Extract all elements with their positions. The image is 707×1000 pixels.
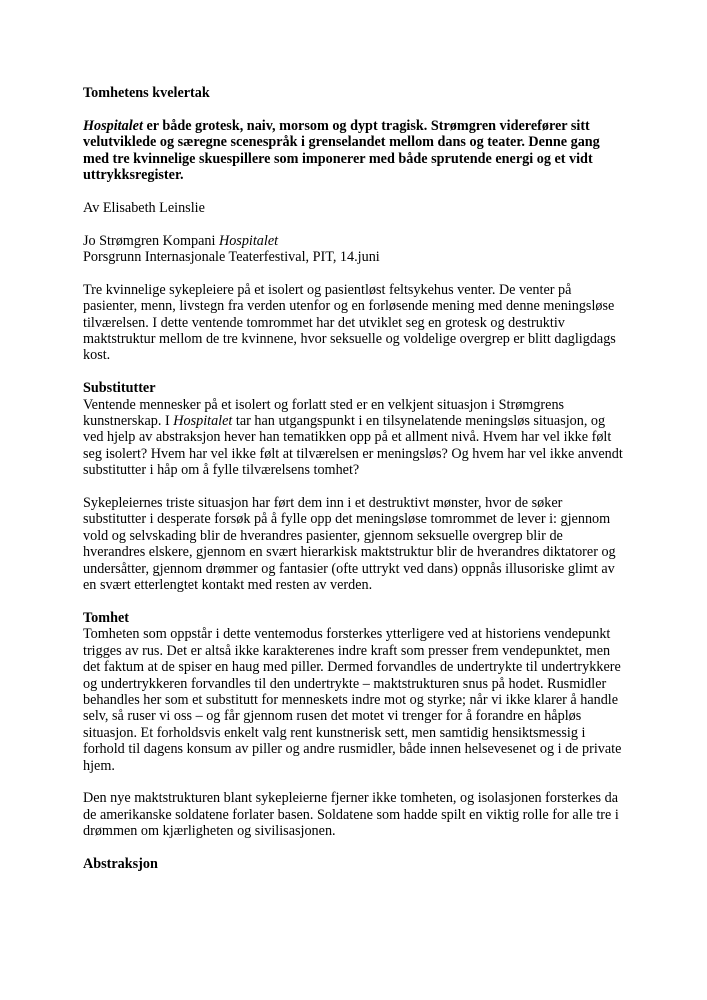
section-heading-substitutter: Substitutter (83, 380, 156, 397)
lead-paragraph (83, 118, 625, 184)
intro-paragraph: Tre kvinnelige sykepleiere på et isolert og pasientløst feltsykehus venter. De venter på pasienter, menn, livstegn fra verden utenfor og en forløsende mening med denne meningsløse tilværelsen. I dette ventende tomrommet har det utviklet seg en grotesk og destruktiv maktstruktur mellom de tre kvinnene, hvor seksuelle og voldelige overgrep er blitt dagligdags kost. (83, 281, 616, 364)
section-tomhet-paragraph-2: Den nye maktstrukturen blant sykepleierne fjerner ikke tomheten, og isolasjonen forsterkes da de amerikanske soldatene forlater basen. Soldatene som hadde spilt en viktig rolle for alle tre i drømmen om kjærligheten og sivilisasjonen. (83, 790, 619, 840)
lead-work-title-italic: Hospitalet (83, 117, 143, 134)
production-work-title-italic: Hospitalet (218, 232, 279, 249)
production-festival-line: Porsgrunn Internasjonale Teaterfestival, PIT, 14.juni (83, 249, 380, 266)
section-heading-abstraksjon: Abstraksjon (83, 855, 158, 872)
article-title: Tomhetens kvelertak (83, 85, 210, 101)
substitutter-work-title-italic: Hospitalet (173, 413, 233, 430)
section-substitutter-paragraph-2: Sykepleiernes triste situasjon har ført dem inn i et destruktivt mønster, hvor de søker substitutter i desperate forsøk på å fylle opp det meningsløse tomrommet de lever i: gjennom vold og selvskading blir de hverandres pasienter, gjennom seksuelle overgrep blir de hverandres elskere, gjennom en svært hierarkisk maktstruktur blir de hverandres diktatorer og undersåtter, gjennom drømmer og fantasier (ofte uttrykt ved dans) oppnås illusoriske glimt av en svært etterlengtet kontakt med resten av verden. (83, 495, 616, 594)
substitutter-text-before: Ventende mennesker på et isolert og forlatt sted er en velkjent situasjon i Strømgrens kunstnerskap. I (83, 396, 565, 430)
section-heading-tomhet: Tomhet (83, 609, 129, 626)
section-tomhet-paragraph-1: Tomheten som oppstår i dette ventemodus forsterkes ytterligere ved at historiens vendepunkt trigges av rus. Det er altså ikke karakterenes indre kraft som presser frem vendepunktet, men det faktum at de spiser en haug med piller. Dermed forvandles de undertrykte til undertrykkere og undertrykkeren forvandles til den undertrykte – maktstrukturen snus på hodet. Rusmidler behandles her som et substitutt for menneskets indre mot og styrke; når vi ikke klarer å handle selv, så ruser vi oss – og får gjennom rusen det motet vi trenger for å forandre en håpløs situasjon. Et forholdsvis enkelt valg rent kunstnerisk sett, men samtidig hensiktsmessig i forhold til dagens konsum av piller og andre rusmidler, både innen helsevesenet og i de private hjem. (83, 626, 622, 774)
production-company: Jo Strømgren Kompani (83, 232, 219, 249)
section-substitutter-paragraph-1 (83, 397, 625, 479)
production-info (83, 233, 625, 266)
substitutter-text-after: tar han utgangspunkt i en tilsynelatende meningsløs situasjon, og ved hjelp av abstraksjon hever han tematikken opp på et allment nivå. Hvem har vel ikke følt seg isolert? Hvem har vel ikke følt at tilværelsen er meningsløs? Og hvem har vel ikke anvendt substitutter i håp om å fylle tilværelsens tomhet? (83, 413, 623, 479)
byline: Av Elisabeth Leinslie (83, 199, 205, 216)
lead-text: er både grotesk, naiv, morsom og dypt tragisk. Strømgren viderefører sitt velutviklede og særegne scenespråk i grenselandet mellom dans og teater. Denne gang med tre kvinnelige skuespillere som imponerer med både sprutende energi og et vidt uttrykksregister. (83, 117, 600, 184)
